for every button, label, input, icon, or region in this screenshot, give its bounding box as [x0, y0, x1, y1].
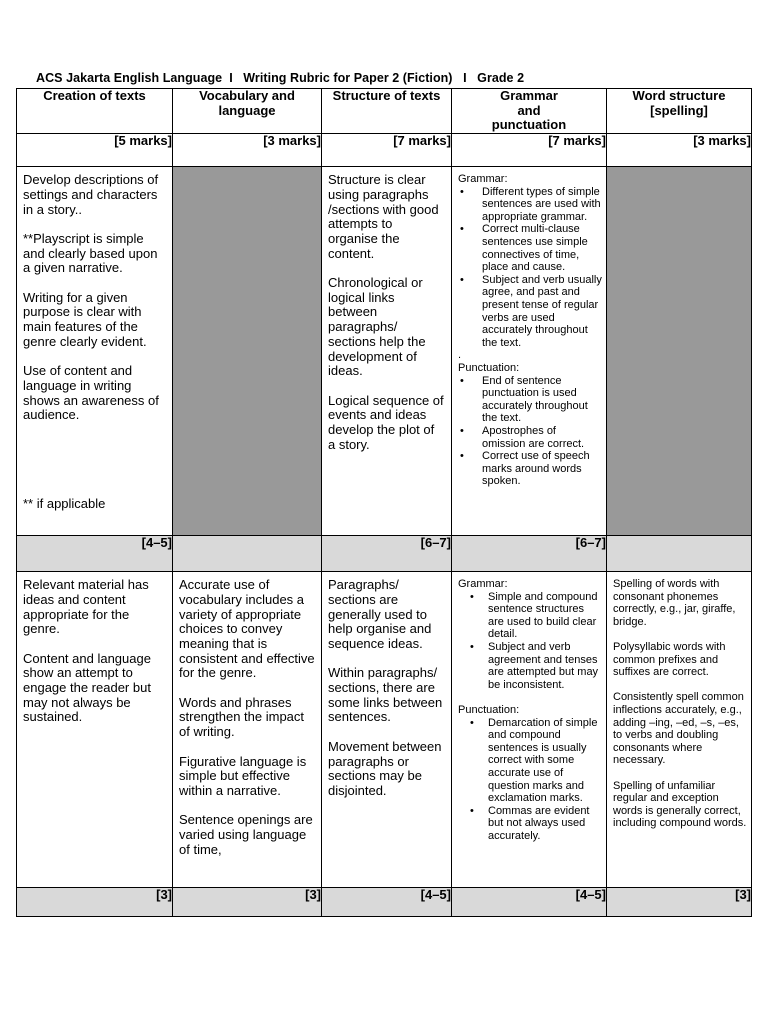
marks-cell: [3 marks] — [607, 134, 752, 167]
grammar-label: Grammar: — [458, 173, 508, 186]
list-item: • Apostrophes of omission are correct. — [458, 425, 602, 450]
marks-row — [17, 134, 752, 167]
band2-vocabulary-cell — [173, 572, 322, 888]
marks-cell: [7 marks] — [322, 134, 452, 167]
descriptor: Content and language show an attempt to engage the reader but may not always be sustained. — [23, 650, 151, 725]
grammar-list — [458, 591, 602, 692]
list-item: • Correct multi-clause sentences use simple connectives of time, place and cause. — [458, 223, 602, 273]
column-header: Vocabulary and language — [173, 89, 322, 134]
descriptor: Movement between paragraphs or sections may be disjointed. — [328, 738, 442, 798]
band2-structure-cell — [322, 572, 452, 888]
list-item: • Commas are evident but not always used accurately. — [458, 805, 602, 843]
descriptor: Sentence openings are varied using language of time, — [179, 812, 313, 857]
shaded-cell — [173, 167, 322, 536]
footnote: ** if applicable — [23, 496, 106, 512]
descriptor: Figurative language is simple but effective within a narrative. — [179, 753, 307, 798]
descriptor: Spelling of unfamiliar regular and exception words is generally correct, including compound words. — [613, 779, 747, 830]
score-cell — [607, 536, 752, 572]
band1-grammar-cell — [452, 167, 607, 536]
rubric-table — [16, 88, 752, 917]
band2-creation-cell — [17, 572, 173, 888]
band2-spelling-cell — [607, 572, 752, 888]
header-row — [17, 89, 752, 134]
descriptor: Develop descriptions of settings and characters in a story.. — [23, 172, 159, 217]
punctuation-list — [458, 375, 602, 488]
descriptor: Accurate use of vocabulary includes a variety of appropriate choices to convey meaning that is consistent and effective for the genre. — [179, 577, 315, 681]
list-item: • End of sentence punctuation is used accurately throughout the text. — [458, 375, 602, 425]
descriptor: Consistently spell common inflections accurately, e.g., adding –ing, –ed, –s, –es, to verbs and doubling consonants where necessary. — [613, 691, 744, 767]
score-cell: [6–7] — [452, 536, 607, 572]
band1-creation-cell — [17, 167, 173, 536]
column-header: Creation of texts — [17, 89, 173, 134]
list-item: • Correct use of speech marks around words spoken. — [458, 450, 602, 488]
score-cell: [3] — [173, 888, 322, 917]
score-cell: [4–5] — [17, 536, 173, 572]
list-item: • Subject and verb usually agree, and past and present tense of regular verbs are used accurately throughout the text. — [458, 274, 602, 350]
descriptor: Spelling of words with consonant phonemes correctly, e.g., jar, giraffe, bridge. — [613, 578, 736, 628]
band2-row — [17, 572, 752, 888]
list-item: • Different types of simple sentences are used with appropriate grammar. — [458, 186, 602, 224]
descriptor: Writing for a given purpose is clear with main features of the genre clearly evident. — [23, 289, 147, 349]
descriptor: Within paragraphs/ sections, there are some links between sentences. — [328, 665, 443, 725]
descriptor: Structure is clear using paragraphs /sections with good attempts to organise the content. — [328, 172, 439, 261]
descriptor: **Playscript is simple and clearly based upon a given narrative. — [23, 230, 158, 276]
score-cell: [4–5] — [322, 888, 452, 917]
shaded-cell — [607, 167, 752, 536]
band2-score-row — [17, 888, 752, 917]
punctuation-label: Punctuation: — [458, 362, 520, 375]
marks-cell: [7 marks] — [452, 134, 607, 167]
descriptor: Relevant material has ideas and content appropriate for the genre. — [23, 577, 149, 637]
grammar-list — [458, 186, 602, 350]
column-header: Word structure [spelling] — [607, 89, 752, 134]
marks-cell: [3 marks] — [173, 134, 322, 167]
column-header: Structure of texts — [322, 89, 452, 134]
list-item: • Subject and verb agreement and tenses are attempted but may be inconsistent. — [458, 641, 602, 691]
punctuation-label: Punctuation: — [458, 704, 520, 717]
list-item: • Demarcation of simple and compound sentences is usually correct with some accurate use of question marks and exclamation marks. — [458, 717, 602, 805]
descriptor: Chronological or logical links between paragraphs/ sections help the development of ideas. — [328, 275, 426, 379]
marks-cell: [5 marks] — [17, 134, 173, 167]
list-item: • Simple and compound sentence structures are used to build clear detail. — [458, 591, 602, 641]
dot-mark: . — [458, 349, 462, 362]
descriptor: Paragraphs/ sections are generally used to help organise and sequence ideas. — [328, 577, 432, 651]
score-cell: [3] — [607, 888, 752, 917]
score-cell: [6–7] — [322, 536, 452, 572]
descriptor: Logical sequence of events and ideas develop the plot of a story. — [328, 392, 444, 452]
document-title: ACS Jakarta English Language I Writing Rubric for Paper 2 (Fiction) I Grade 2 — [36, 71, 525, 85]
punctuation-list — [458, 717, 602, 843]
band1-structure-cell — [322, 167, 452, 536]
descriptor: Polysyllabic words with common prefixes and suffixes are correct. — [613, 641, 726, 679]
band1-row — [17, 167, 752, 536]
column-header: Grammar and punctuation — [452, 89, 607, 134]
grammar-label: Grammar: — [458, 578, 508, 591]
score-cell: [4–5] — [452, 888, 607, 917]
score-cell: [3] — [17, 888, 173, 917]
descriptor: Use of content and language in writing shows an awareness of audience. — [23, 363, 159, 423]
score-cell — [173, 536, 322, 572]
descriptor: Words and phrases strengthen the impact of writing. — [179, 694, 305, 740]
band2-grammar-cell — [452, 572, 607, 888]
band1-score-row — [17, 536, 752, 572]
